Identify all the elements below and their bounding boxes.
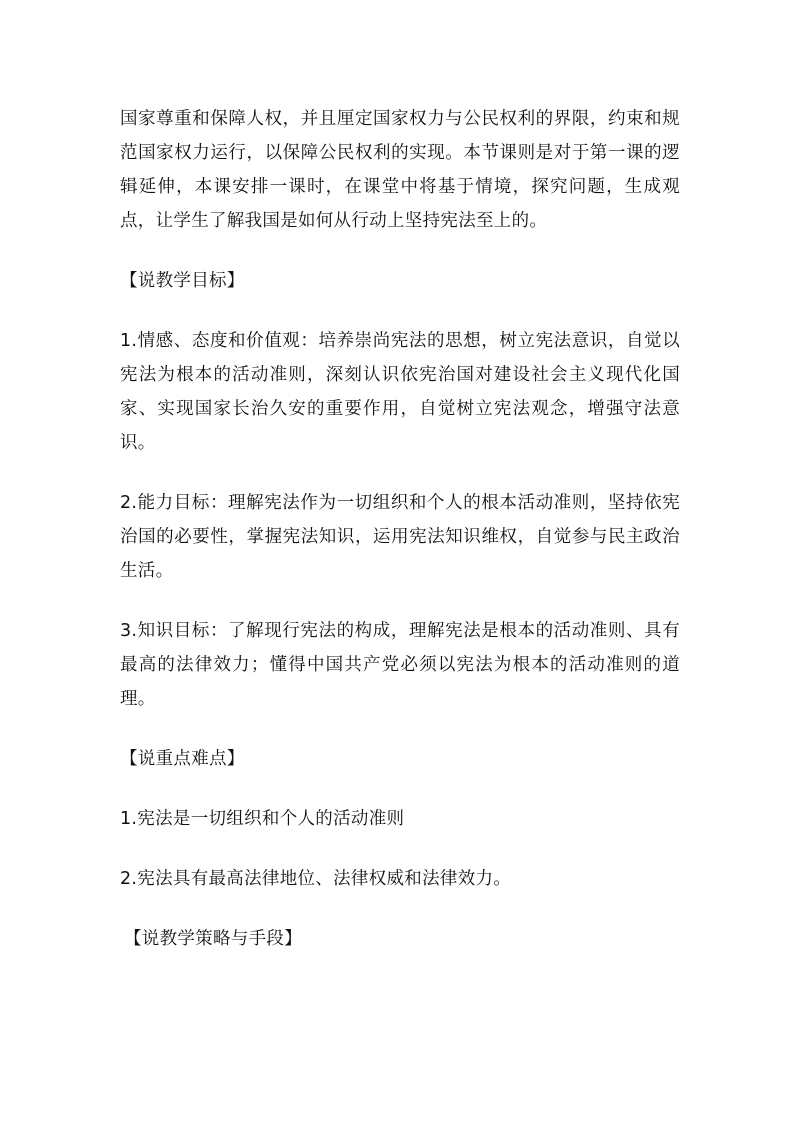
key-point-item-2: 2.宪法具有最高法律地位、法律权威和法律效力。 <box>120 869 512 889</box>
heading-teaching-goals: 【说教学目标】 <box>120 271 245 291</box>
key-point-item-1: 1.宪法是一切组织和个人的活动准则 <box>120 809 405 829</box>
document-body <box>120 102 680 982</box>
intro-paragraph: 国家尊重和保障人权，并且厘定国家权力与公民权利的界限，约束和规范国家权力运行，以保障公民权利的实现。本节课则是对于第一课的逻辑延伸，本课安排一课时，在课堂中将基于情境，探究问题，生成观点，让学生了解我国是如何从行动上坚持宪法至上的。 <box>120 109 680 231</box>
heading-teaching-strategy: 【说教学策略与手段】 <box>124 929 302 949</box>
goal-item-1: 1.情感、态度和价值观：培养崇尚宪法的思想，树立宪法意识，自觉以宪法为根本的活动准则，深刻认识依宪治国对建设社会主义现代化国家、实现国家长治久安的重要作用，自觉树立宪法观念，增强守法意识。 <box>120 331 680 453</box>
goal-item-2: 2.能力目标：理解宪法作为一切组织和个人的根本活动准则，坚持依宪治国的必要性，掌握宪法知识，运用宪法知识维权，自觉参与民主政治生活。 <box>120 493 680 581</box>
goal-item-3: 3.知识目标：了解现行宪法的构成，理解宪法是根本的活动准则、具有最高的法律效力；懂得中国共产党必须以宪法为根本的活动准则的道理。 <box>120 621 680 709</box>
heading-key-points: 【说重点难点】 <box>120 749 245 769</box>
